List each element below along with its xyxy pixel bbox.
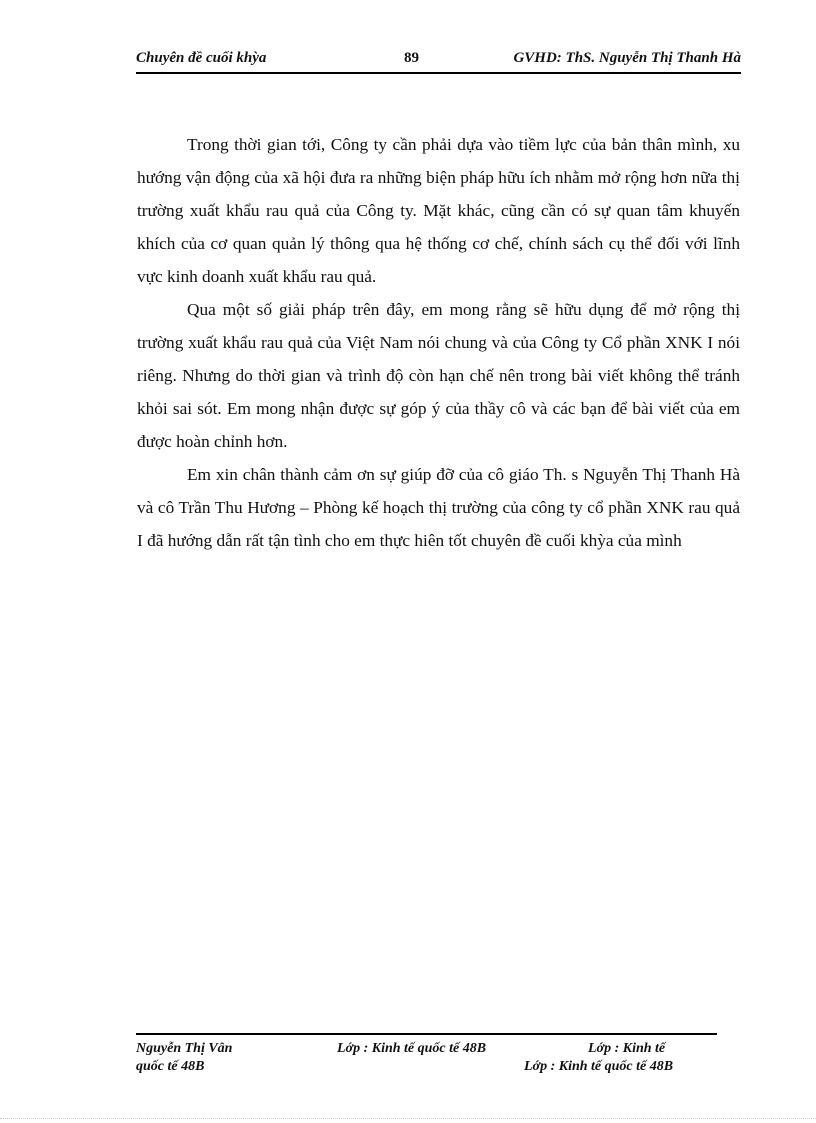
footer-class-right: Lớp : Kinh tế bbox=[588, 1041, 666, 1056]
page-header bbox=[136, 48, 741, 74]
footer-author: Nguyễn Thị Vân bbox=[136, 1041, 233, 1056]
header-title: Chuyên đề cuối khỳa bbox=[136, 50, 267, 66]
page-edge-divider bbox=[0, 1118, 816, 1119]
footer-class-right-continued: Lớp : Kinh tế quốc tế 48B bbox=[524, 1059, 674, 1074]
paragraph-1: Trong thời gian tới, Công ty cần phải dựa vào tiềm lực của bản thân mình, xu hướng vận động của xã hội đưa ra những biện pháp hữu ích nhằm mở rộng hơn nữa thị trường xuất khẩu rau quả của Công ty. Mặt khác, cũng cần có sự quan tâm khuyến khích của cơ quan quản lý thông qua hệ thống cơ chế, chính sách cụ thể đối với lĩnh vực kinh doanh xuất khẩu rau quả. bbox=[137, 135, 740, 286]
page-body bbox=[137, 128, 740, 557]
footer-class-center: Lớp : Kinh tế quốc tế 48B bbox=[337, 1041, 487, 1056]
page-number: 89 bbox=[404, 50, 419, 66]
page-footer bbox=[136, 1033, 717, 1074]
header-advisor: GVHD: ThS. Nguyễn Thị Thanh Hà bbox=[513, 50, 741, 66]
paragraph-2: Qua một số giải pháp trên đây, em mong rằng sẽ hữu dụng để mở rộng thị trường xuất khẩu rau quả của Việt Nam nói chung và của Công ty Cổ phần XNK I nói riêng. Nhưng do thời gian và trình độ còn hạn chế nên trong bài viết không thể tránh khỏi sai sót. Em mong nhận được sự góp ý của thầy cô và các bạn để bài viết của em được hoàn chỉnh hơn. bbox=[137, 300, 740, 451]
footer-author-continued: quốc tế 48B bbox=[136, 1059, 205, 1074]
paragraph-3: Em xin chân thành cảm ơn sự giúp đỡ của cô giáo Th. s Nguyễn Thị Thanh Hà và cô Trần Thu Hương – Phòng kế hoạch thị trường của công ty cổ phần XNK rau quả I đã hướng dẫn rất tận tình cho em thực hiên tốt chuyên đề cuối khỳa của mình bbox=[137, 465, 740, 550]
